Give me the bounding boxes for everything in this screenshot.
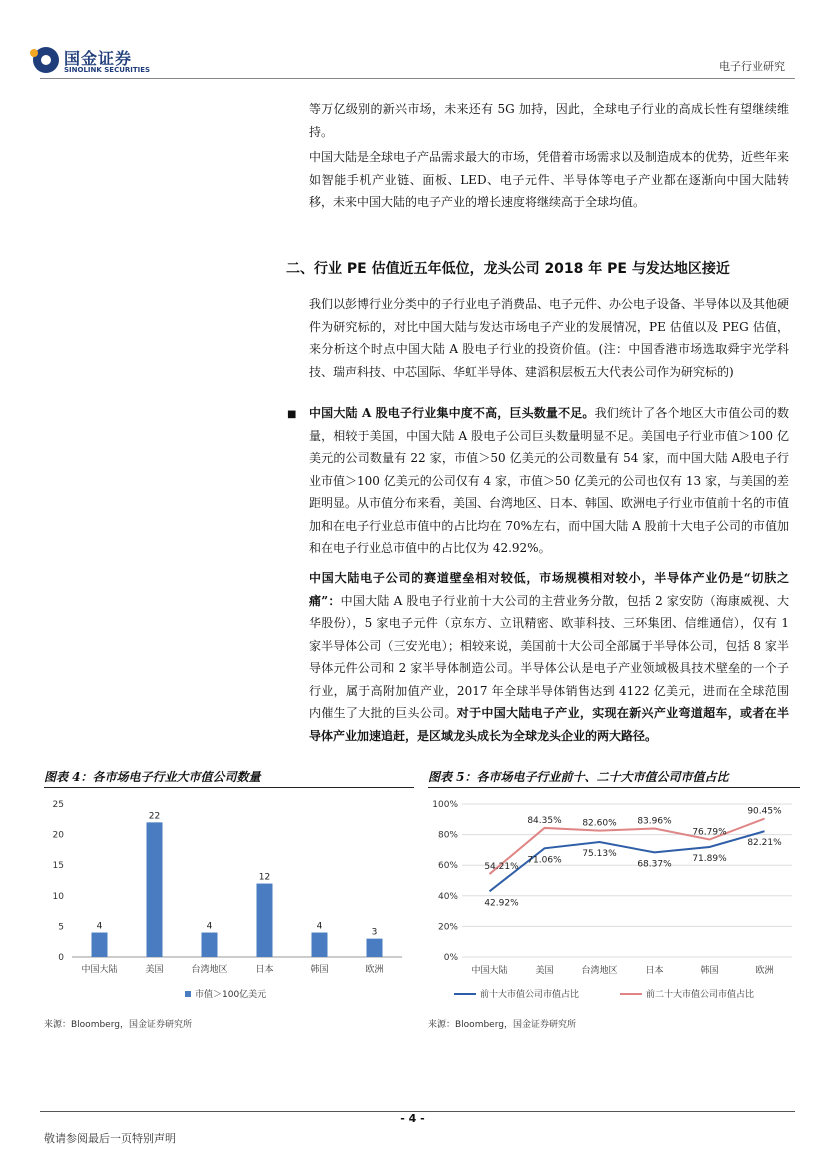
x-tick-label: 台湾地区 — [191, 965, 228, 975]
page-header — [0, 0, 827, 80]
x-tick-label: 中国大陆 — [81, 965, 118, 975]
bar-data-label: 22 — [148, 811, 161, 822]
logo-subtext: SINOLINK SECURITIES — [64, 66, 151, 74]
x-tick-label: 日本 — [255, 965, 274, 975]
bar — [312, 933, 328, 957]
paragraph-5-lead: 中国大陆电子公司的赛道壁垒相对较低，市场规模相对较小，半导体产业仍是“切肤之痛”： — [309, 571, 789, 608]
point-data-label: 82.60% — [582, 818, 617, 829]
paragraph-5 — [309, 567, 789, 747]
x-tick-label: 中国大陆 — [471, 966, 508, 976]
y-tick-label: 25 — [52, 800, 64, 810]
legend-label: 市值＞100亿美元 — [195, 990, 267, 1000]
point-data-label: 83.96% — [637, 816, 672, 827]
legend-label: 前二十大市值公司市值占比 — [646, 990, 755, 1000]
legend-label: 前十大市值公司市值占比 — [480, 990, 580, 1000]
paragraph-1: 等万亿级别的新兴市场，未来还有 5G 加持，因此，全球电子行业的高成长性有望继续维持。 — [309, 102, 789, 139]
bar — [202, 933, 218, 957]
disclaimer: 敬请参阅最后一页特别声明 — [44, 1132, 176, 1145]
bullet-icon: ■ — [287, 409, 297, 420]
bar-data-label: 4 — [316, 921, 323, 932]
section-label: 电子行业研究 — [719, 60, 785, 73]
paragraph-5-conclusion: 对于中国大陆电子产业，实现在新兴产业弯道超车，或者在半导体产业加速追赶，是区域龙头成长为全球龙头企业的两大路径。 — [309, 706, 789, 743]
figure5-title: 图表 5：各市场电子行业前十、二十大市值公司市值占比 — [428, 768, 800, 788]
bar-data-label: 4 — [206, 921, 213, 932]
point-data-label: 75.13% — [582, 849, 617, 860]
point-data-label: 76.79% — [692, 827, 727, 838]
paragraph-3: 我们以彭博行业分类中的子行业电子消费品、电子元件、办公电子设备、半导体以及其他硬件为研究标的，对比中国大陆与发达市场电子产业的发展情况，PE 估值以及 PEG 估值，来分析这个时点中国大陆 A 股电子行业的投资价值。(注：中国香港市场选取舜宇光学科技、瑞声科技、中芯国际、华虹半导体、建滔积层板五大代表公司作为研究标的) — [309, 297, 790, 379]
x-tick-label: 美国 — [145, 965, 164, 975]
x-tick-label: 美国 — [535, 966, 554, 976]
paragraph-5-body: 中国大陆 A 股电子行业前十大公司的主营业务分散，包括 2 家安防（海康威视、大华股份），5 家电子元件（京东方、立讯精密、欧菲科技、三环集团、信维通信），仅有 1 家半导体公司（三安光电）；相较来说，美国前十大公司全部属于半导体公司，包括 8 家半导体元件公司和 2 家半导体制造公司。半导体公认是电子产业领域极具技术壁垒的一个子行业，属于高附加值产业，2017 年全球半导体销售达到 4122 亿美元，进而在全球范围内催生了大批的巨头公司。 — [309, 593, 790, 720]
y-tick-label: 80% — [437, 830, 458, 841]
bar-data-label: 3 — [371, 927, 378, 938]
y-tick-label: 0 — [58, 953, 64, 963]
point-data-label: 71.06% — [527, 855, 562, 866]
bar — [367, 939, 383, 957]
bar-data-label: 4 — [96, 921, 103, 932]
y-tick-label: 60% — [437, 861, 458, 872]
figure4-bar-chart — [40, 792, 412, 1014]
point-data-label: 54.21% — [484, 862, 519, 873]
bar — [147, 822, 163, 957]
figure4-title: 图表 4：各市场电子行业大市值公司数量 — [44, 768, 414, 788]
x-tick-label: 欧洲 — [365, 965, 384, 975]
y-tick-label: 5 — [58, 922, 64, 933]
bar — [257, 884, 273, 957]
point-data-label: 82.21% — [747, 838, 782, 849]
y-tick-label: 40% — [437, 891, 458, 902]
section-heading: 二、行业 PE 估值近五年低位，龙头公司 2018 年 PE 与发达地区接近 — [286, 261, 730, 277]
paragraph-4-lead: 中国大陆 A 股电子行业集中度不高，巨头数量不足。 — [309, 406, 595, 420]
y-tick-label: 15 — [52, 861, 64, 872]
point-data-label: 84.35% — [527, 815, 562, 826]
paragraph-4 — [309, 402, 789, 560]
y-tick-label: 20 — [52, 830, 64, 841]
figure4-source: 来源：Bloomberg，国金证券研究所 — [44, 1020, 192, 1030]
y-tick-label: 20% — [437, 922, 458, 933]
x-tick-label: 韩国 — [700, 966, 719, 976]
x-tick-label: 日本 — [645, 966, 664, 976]
y-tick-label: 0% — [443, 953, 458, 963]
y-tick-label: 100% — [432, 800, 458, 810]
point-data-label: 90.45% — [747, 806, 782, 817]
figure5-line-chart — [424, 792, 800, 1014]
paragraph-2: 中国大陆是全球电子产品需求最大的市场，凭借着市场需求以及制造成本的优势，近些年来如智能手机产业链、面板、LED、电子元件、半导体等电子产业都在逐渐向中国大陆转移，未来中国大陆的电子产业的增长速度将继续高于全球均值。 — [309, 150, 790, 209]
point-data-label: 42.92% — [484, 898, 519, 909]
point-data-label: 71.89% — [692, 854, 727, 865]
logo-icon — [33, 47, 59, 73]
paragraph-4-body: 我们统计了各个地区大市值公司的数量，相较于美国，中国大陆 A 股电子公司巨头数量明显不足。美国电子行业市值＞100 亿美元的公司数量有 22 家，市值＞50 亿美元的公司数量有 54 家，而中国大陆 A股电子行业市值＞100 亿美元的公司仅有 4 家，市值＞50 亿美元的公司也仅有 13 家，与美国的差距明显。从市值分布来看，美国、台湾地区、日本、韩国、欧洲电子行业市值前十名的市值加和在电子行业总市值中的占比均在 70%左右，而中国大陆 A 股前十大电子公司的市值加和在电子行业总市值中的占比仅为 42.92%。 — [309, 406, 790, 555]
figure5-source: 来源：Bloomberg，国金证券研究所 — [428, 1020, 576, 1030]
bar-data-label: 12 — [258, 872, 271, 883]
point-data-label: 68.37% — [637, 859, 672, 870]
x-tick-label: 欧洲 — [755, 966, 774, 976]
header-divider — [40, 78, 795, 79]
page-number: - 4 - — [400, 1112, 425, 1125]
x-tick-label: 台湾地区 — [581, 966, 618, 976]
y-tick-label: 10 — [52, 891, 64, 902]
bar — [92, 933, 108, 957]
logo-text: 国金证券 — [64, 49, 133, 68]
legend-swatch — [185, 991, 191, 997]
x-tick-label: 韩国 — [310, 965, 329, 975]
